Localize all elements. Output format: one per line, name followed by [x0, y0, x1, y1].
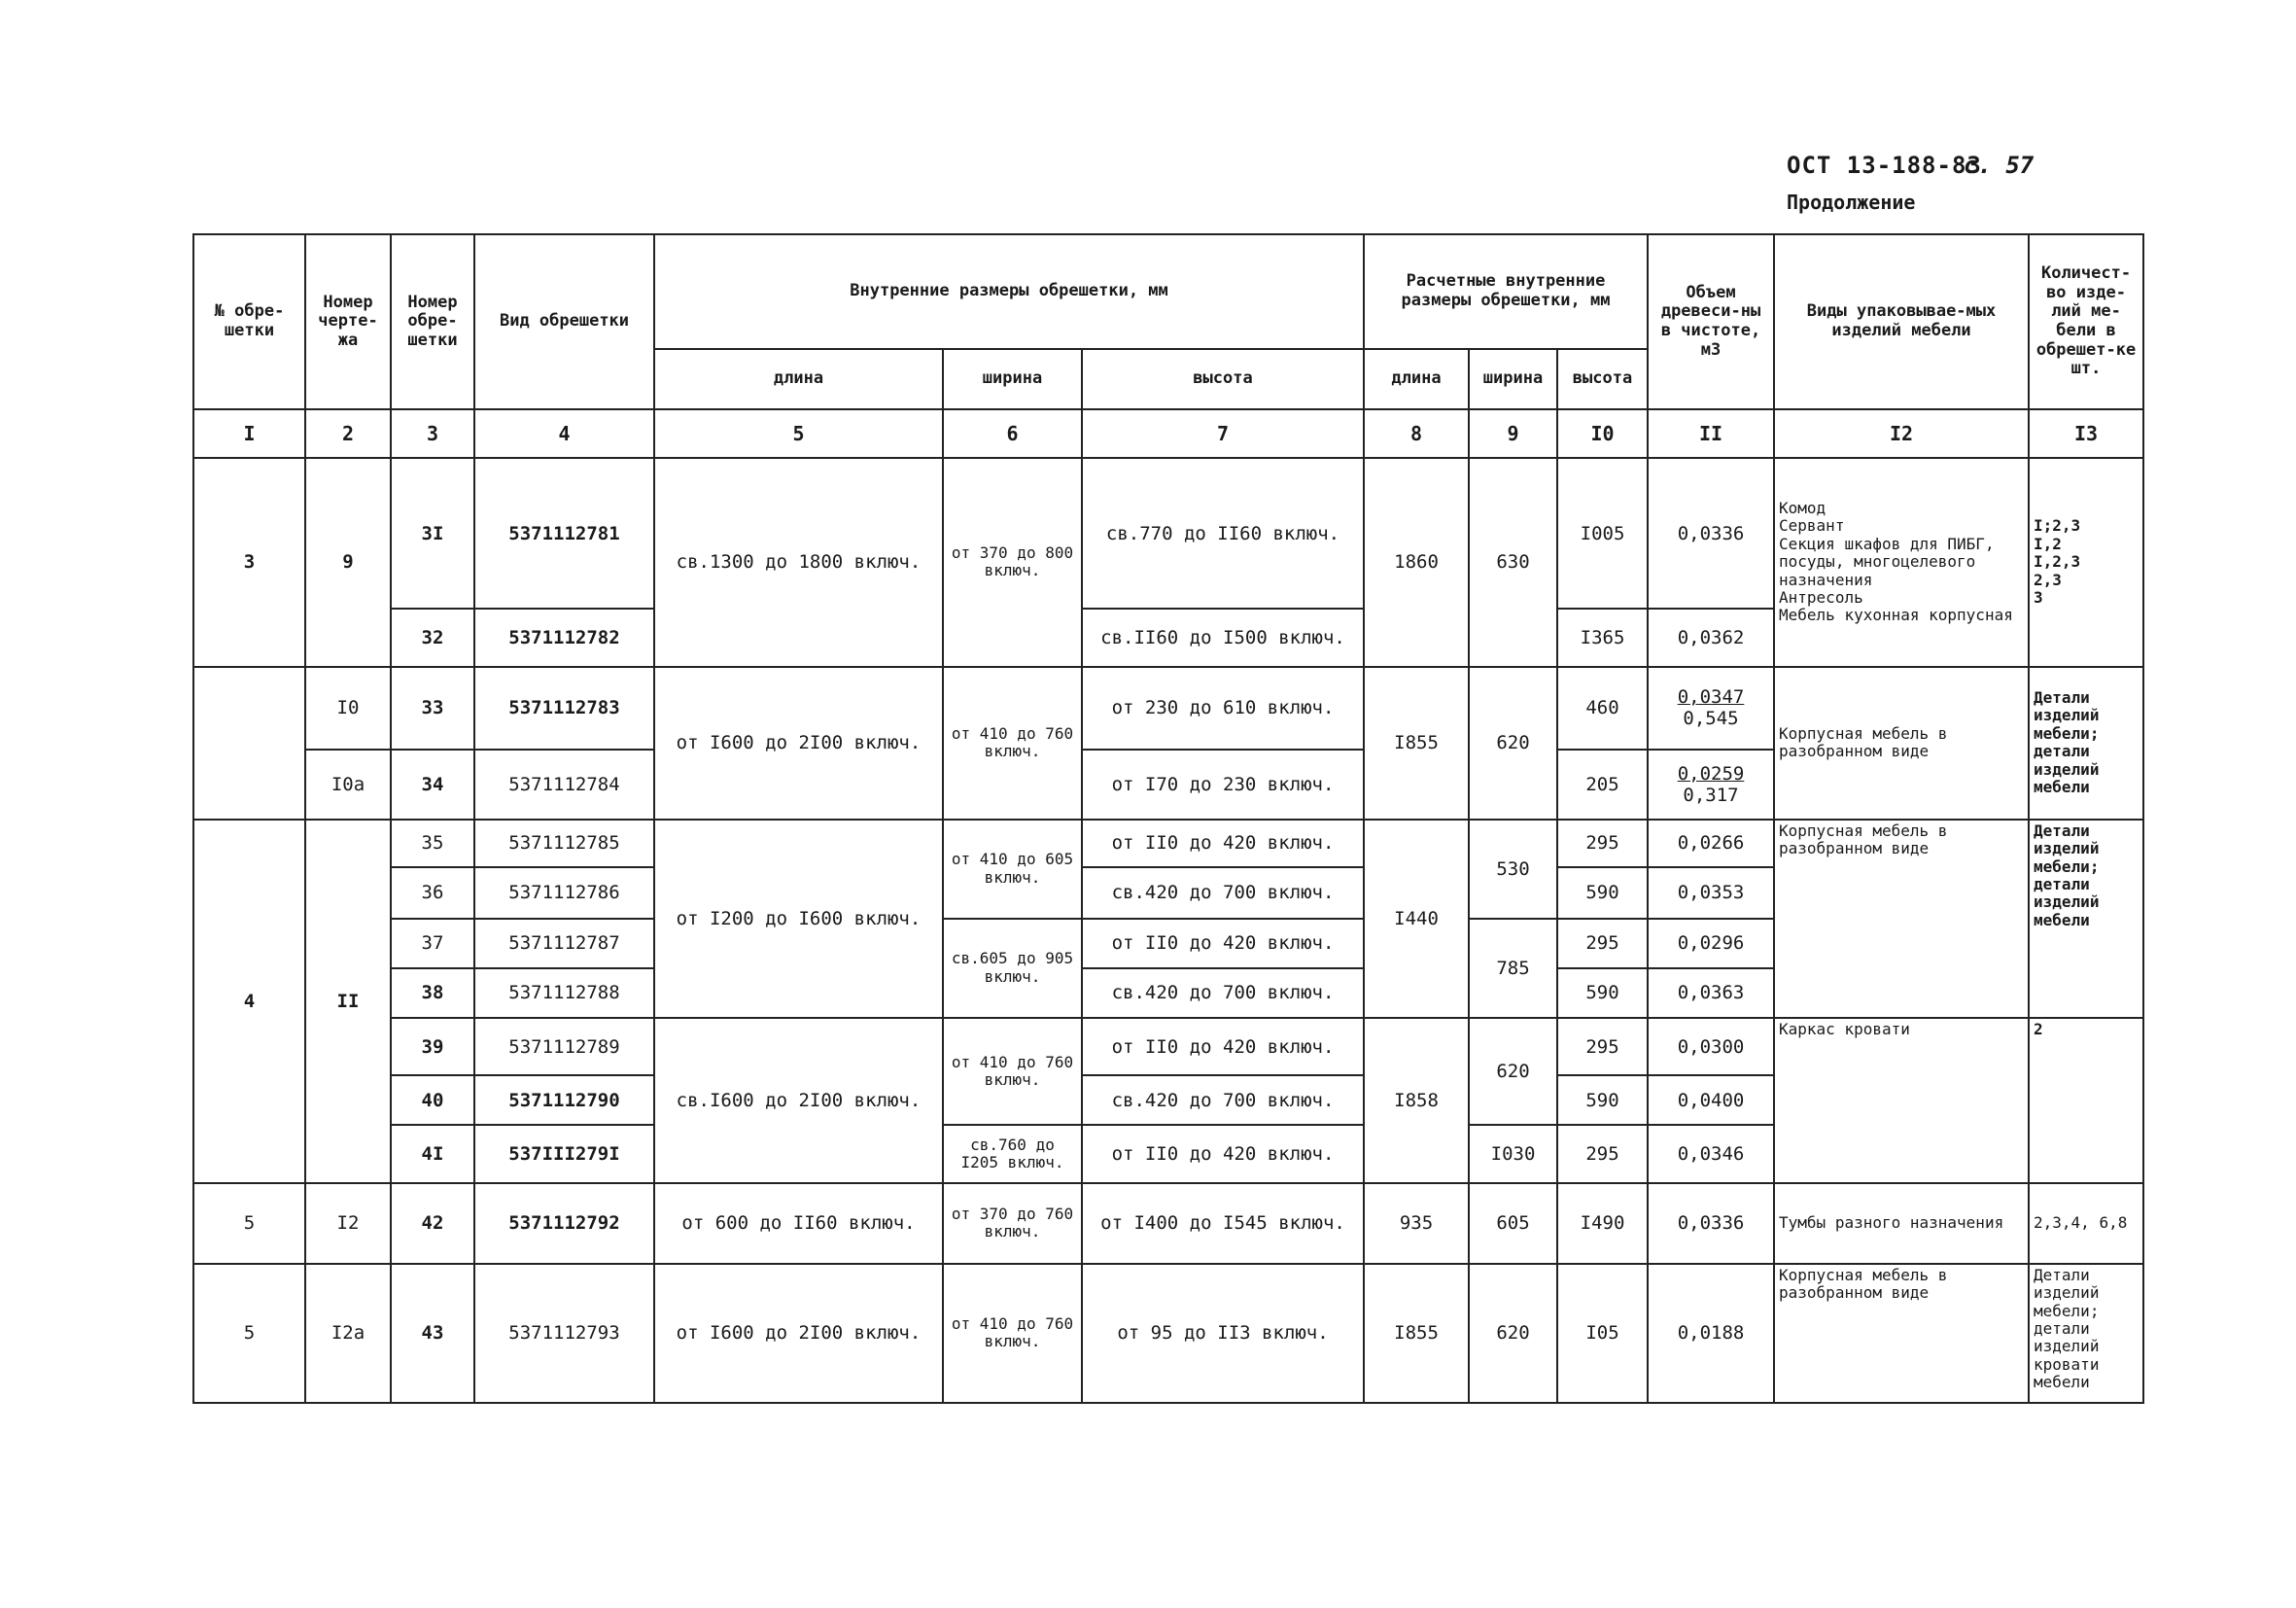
col-header-6: ширина: [943, 349, 1082, 409]
packaging-table: [192, 233, 2144, 1404]
col-header-4: Вид обрешетки: [474, 234, 654, 409]
crate-number: 40: [391, 1075, 474, 1125]
col-number: 2: [305, 409, 391, 458]
drawing-number: I0: [305, 667, 391, 750]
table-row: [193, 1018, 2143, 1076]
col-header-10: высота: [1557, 349, 1648, 409]
crate-code: 5371112786: [474, 867, 654, 919]
item-quantity: 2,3,4, 6,8: [2029, 1183, 2143, 1264]
item: Комод: [1779, 498, 1826, 517]
calc-width: 620: [1469, 667, 1557, 820]
crate-code: 5371112792: [474, 1183, 654, 1264]
qty: 2,3: [2034, 570, 2062, 589]
calc-width: 620: [1469, 1018, 1557, 1126]
crate-code: 5371112787: [474, 919, 654, 968]
calc-width: 530: [1469, 820, 1557, 919]
page-number: с. 57: [1964, 152, 2035, 179]
inner-height: св.420 до 700 включ.: [1082, 968, 1364, 1018]
col-number: I: [193, 409, 305, 458]
calc-width: 630: [1469, 458, 1557, 667]
col-header-5: длина: [654, 349, 943, 409]
inner-height: от I70 до 230 включ.: [1082, 750, 1364, 820]
calc-height: 590: [1557, 968, 1648, 1018]
drawing-number: 9: [305, 458, 391, 667]
calc-height: I365: [1557, 609, 1648, 667]
inner-width: от 410 до 605 включ.: [943, 820, 1082, 919]
calc-length: 1860: [1364, 458, 1469, 667]
calc-width: 785: [1469, 919, 1557, 1018]
col-header-calc-group: Расчетные внутренние размеры обрешетки, мм: [1364, 234, 1648, 349]
drawing-number: I0а: [305, 750, 391, 820]
crate-code: 5371112782: [474, 609, 654, 667]
crate-number: 43: [391, 1264, 474, 1403]
inner-width: от 370 до 760 включ.: [943, 1183, 1082, 1264]
col-number: 9: [1469, 409, 1557, 458]
inner-length: от I600 до 2I00 включ.: [654, 667, 943, 820]
wood-volume: 0,0336: [1648, 458, 1774, 609]
item: Мебель кухонная корпусная: [1779, 606, 2013, 625]
inner-length: св.1300 до 1800 включ.: [654, 458, 943, 667]
calc-height: 460: [1557, 667, 1648, 750]
wood-volume: 0,0346: [1648, 1125, 1774, 1183]
col-number: I3: [2029, 409, 2143, 458]
crate-code: 5371112781: [474, 458, 654, 609]
inner-height: от 230 до 610 включ.: [1082, 667, 1364, 750]
crate-number: 39: [391, 1018, 474, 1076]
calc-height: 590: [1557, 1075, 1648, 1125]
group-number: 5: [193, 1264, 305, 1403]
inner-height: св.420 до 700 включ.: [1082, 1075, 1364, 1125]
col-number: 8: [1364, 409, 1469, 458]
crate-number: 36: [391, 867, 474, 919]
calc-height: I005: [1557, 458, 1648, 609]
crate-code: 5371112783: [474, 667, 654, 750]
item-quantity: 2: [2029, 1018, 2143, 1183]
crate-number: 37: [391, 919, 474, 968]
calc-width: 605: [1469, 1183, 1557, 1264]
calc-height: 295: [1557, 820, 1648, 867]
qty: I;2,3: [2034, 516, 2081, 536]
col-number: 4: [474, 409, 654, 458]
inner-length: от 600 до II60 включ.: [654, 1183, 943, 1264]
item-quantity: Детали изделий мебели; детали изделий мебели: [2029, 820, 2143, 1018]
col-header-1: № обре-шетки: [193, 234, 305, 409]
inner-height: от II0 до 420 включ.: [1082, 820, 1364, 867]
inner-width: от 410 до 760 включ.: [943, 667, 1082, 820]
col-number: 7: [1082, 409, 1364, 458]
item: Антресоль: [1779, 587, 1863, 607]
group-number: 3: [193, 458, 305, 667]
wood-volume: 0,0353: [1648, 867, 1774, 919]
group-number: 4: [193, 820, 305, 1183]
col-number: 6: [943, 409, 1082, 458]
col-header-12: Виды упаковывае-мых изделий мебели: [1774, 234, 2029, 409]
wood-volume: 0,0188: [1648, 1264, 1774, 1403]
table-row: [193, 820, 2143, 867]
calc-length: I855: [1364, 667, 1469, 820]
crate-code: 5371112790: [474, 1075, 654, 1125]
furniture-items: Каркас кровати: [1774, 1018, 2029, 1183]
wood-volume: 0,0336: [1648, 1183, 1774, 1264]
inner-height: от II0 до 420 включ.: [1082, 1018, 1364, 1076]
crate-code: 5371112785: [474, 820, 654, 867]
drawing-number: I2: [305, 1183, 391, 1264]
col-header-13: Количест-во изде-лий ме-бели в обрешет-ке шт.: [2029, 234, 2143, 409]
item: Сервант: [1779, 516, 1845, 536]
wood-volume: 0,0362: [1648, 609, 1774, 667]
drawing-number: II: [305, 820, 391, 1183]
drawing-number: I2а: [305, 1264, 391, 1403]
crate-number: 38: [391, 968, 474, 1018]
col-header-8: длина: [1364, 349, 1469, 409]
group-number: [193, 667, 305, 820]
wood-volume: 0,0296: [1648, 919, 1774, 968]
volume-value: 0,0347: [1677, 686, 1745, 709]
calc-height: 295: [1557, 1018, 1648, 1076]
inner-height: от II0 до 420 включ.: [1082, 919, 1364, 968]
inner-height: св.420 до 700 включ.: [1082, 867, 1364, 919]
crate-code: 5371112793: [474, 1264, 654, 1403]
volume-value-2: 0,317: [1683, 784, 1739, 806]
inner-width: св.760 до I205 включ.: [943, 1125, 1082, 1183]
inner-height: от 95 до II3 включ.: [1082, 1264, 1364, 1403]
item-quantity: [2029, 458, 2143, 667]
volume-value-2: 0,545: [1683, 708, 1739, 730]
crate-number: 32: [391, 609, 474, 667]
crate-number: 3I: [391, 458, 474, 609]
calc-length: I440: [1364, 820, 1469, 1018]
qty: I,2,3: [2034, 552, 2081, 572]
continuation-label: Продолжение: [1787, 191, 1916, 214]
col-header-inner-group: Внутренние размеры обрешетки, мм: [654, 234, 1364, 349]
crate-number: 42: [391, 1183, 474, 1264]
col-header-3: Номер обре-шетки: [391, 234, 474, 409]
calc-width: I030: [1469, 1125, 1557, 1183]
table-row: [193, 1264, 2143, 1403]
qty: I,2: [2034, 534, 2062, 553]
furniture-items: Тумбы разного назначения: [1774, 1183, 2029, 1264]
inner-width: от 410 до 760 включ.: [943, 1018, 1082, 1126]
inner-width: св.605 до 905 включ.: [943, 919, 1082, 1018]
crate-number: 34: [391, 750, 474, 820]
col-number: I2: [1774, 409, 2029, 458]
calc-width: 620: [1469, 1264, 1557, 1403]
wood-volume: [1648, 750, 1774, 820]
inner-height: от II0 до 420 включ.: [1082, 1125, 1364, 1183]
inner-height: св.II60 до I500 включ.: [1082, 609, 1364, 667]
wood-volume: 0,0363: [1648, 968, 1774, 1018]
calc-height: 295: [1557, 1125, 1648, 1183]
col-header-7: высота: [1082, 349, 1364, 409]
item-quantity: Детали изделий мебели; детали изделий мебели: [2029, 667, 2143, 820]
col-header-2: Номер черте-жа: [305, 234, 391, 409]
furniture-items: [1774, 458, 2029, 667]
calc-height: 205: [1557, 750, 1648, 820]
wood-volume: 0,0300: [1648, 1018, 1774, 1076]
inner-height: от I400 до I545 включ.: [1082, 1183, 1364, 1264]
col-header-11: Объем древеси-ны в чистоте, м3: [1648, 234, 1774, 409]
inner-width: от 370 до 800 включ.: [943, 458, 1082, 667]
col-number: I0: [1557, 409, 1648, 458]
crate-code: 5371112788: [474, 968, 654, 1018]
calc-height: 295: [1557, 919, 1648, 968]
qty: 3: [2034, 587, 2043, 607]
col-number: 5: [654, 409, 943, 458]
calc-height: I490: [1557, 1183, 1648, 1264]
furniture-items: Корпусная мебель в разобранном виде: [1774, 820, 2029, 1018]
item-quantity: Детали изделий мебели; детали изделий кровати мебели: [2029, 1264, 2143, 1403]
col-header-9: ширина: [1469, 349, 1557, 409]
document-code: ОСТ 13-188-83: [1787, 152, 1982, 179]
calc-length: 935: [1364, 1183, 1469, 1264]
calc-height: 590: [1557, 867, 1648, 919]
inner-height: св.770 до II60 включ.: [1082, 458, 1364, 609]
crate-number: 33: [391, 667, 474, 750]
calc-length: I858: [1364, 1018, 1469, 1183]
calc-height: I05: [1557, 1264, 1648, 1403]
crate-code: 537III279I: [474, 1125, 654, 1183]
col-number: II: [1648, 409, 1774, 458]
crate-number: 35: [391, 820, 474, 867]
table-row: [193, 458, 2143, 609]
crate-number: 4I: [391, 1125, 474, 1183]
col-number: 3: [391, 409, 474, 458]
crate-code: 5371112789: [474, 1018, 654, 1076]
inner-width: от 410 до 760 включ.: [943, 1264, 1082, 1403]
group-number: 5: [193, 1183, 305, 1264]
item: Секция шкафов для ПИБГ, посуды, многоцелевого назначения: [1779, 534, 1995, 589]
inner-length: от I600 до 2I00 включ.: [654, 1264, 943, 1403]
inner-length: от I200 до I600 включ.: [654, 820, 943, 1018]
wood-volume: 0,0266: [1648, 820, 1774, 867]
wood-volume: [1648, 667, 1774, 750]
calc-length: I855: [1364, 1264, 1469, 1403]
volume-value: 0,0259: [1677, 762, 1745, 785]
crate-code: 5371112784: [474, 750, 654, 820]
wood-volume: 0,0400: [1648, 1075, 1774, 1125]
inner-length: св.I600 до 2I00 включ.: [654, 1018, 943, 1183]
furniture-items: Корпусная мебель в разобранном виде: [1774, 667, 2029, 820]
furniture-items: Корпусная мебель в разобранном виде: [1774, 1264, 2029, 1403]
table-row: [193, 667, 2143, 750]
table-row: [193, 1183, 2143, 1264]
